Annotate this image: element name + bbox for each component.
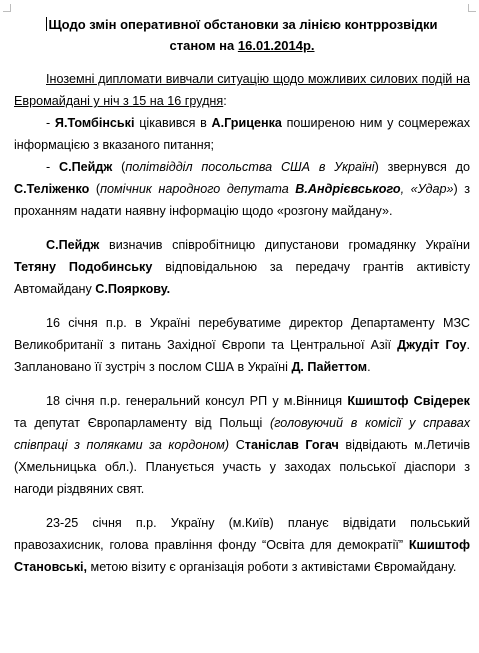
person-name: Кшиштоф Становські, [14, 538, 470, 574]
title-line-1 [14, 14, 470, 35]
person-name: Кшиштоф Свідерек [347, 394, 470, 408]
person-name: С.Пояркову. [95, 282, 171, 296]
paragraph-jan-16: 16 січня п.р. в Україні перебуватиме директор Департаменту МЗС Великобританії з питань Західної Європи та Центральної Азії Джудіт Гоу. Заплановано її зустріч з послом США в Україні Д. Пайеттом. [14, 316, 471, 374]
person-name: С.Пейдж [59, 160, 113, 174]
title-date: 16.01.2014р. [237, 38, 315, 53]
paragraph-jan-23-25: 23-25 січня п.р. Україну (м.Київ) планує відвідати польський правозахисник, голова правління фонду “Освіта для демократії” Кшиштоф Становські, метою візиту є організація роботи з активістами Євромайдану. [14, 516, 470, 574]
document-title [14, 14, 470, 56]
page-corner-mark-left [3, 4, 11, 12]
paragraph-grants: С.Пейдж визначив співробітницю дипустанови громадянку України Тетяну Подобинську відповідальною за передачу грантів активісту Автомайдану С.Пояркову. [14, 238, 470, 296]
person-name: В.Андрієвського [295, 182, 401, 196]
paragraph-jan-18: 18 січня п.р. генеральний консул РП у м.Вінниця Кшиштоф Свідерек та депутат Європарламенту від Польщі (головуючий в комісії у справах співпраці з поляками за кордоном) Станіслав Гогач відвідають м.Летичів (Хмельницька обл.). Планується участь у заходах польської діаспори з нагоди різдвяних свят. [14, 394, 471, 496]
title-line-2 [14, 35, 470, 56]
person-name: С.Теліженко [14, 182, 90, 196]
bullet-item-1: - Я.Томбінські цікавився в А.Гриценка поширеною ним у соцмережах інформацією з вказаного питання; [14, 116, 470, 152]
person-name: Тетяну Подобинську [14, 260, 153, 274]
document-body[interactable] [14, 8, 470, 578]
person-name: Д. Пайеттом [291, 360, 368, 374]
person-name: А.Гриценка [211, 116, 282, 130]
bullet-item-2: - С.Пейдж (політвідділ посольства США в Україні) звернувся до С.Теліженко (помічник народного депутата В.Андрієвського, «Удар») з проханням надати наявну інформацію щодо «розгону майдану». [14, 160, 471, 218]
person-name: Джудіт Гоу [397, 338, 467, 352]
person-name: С.Пейдж [46, 238, 100, 252]
person-name: Я.Томбінські [54, 116, 135, 130]
person-name: таніслав Гогач [244, 438, 339, 452]
intro-underlined-text: Іноземні дипломати вивчали ситуацію щодо можливих силових подій на Евромайдані у ніч з 15 на 16 грудня [14, 72, 470, 108]
title-text: Щодо змін оперативної обстановки за лінією контррозвідки [48, 17, 438, 32]
title-date-prefix: станом на [169, 38, 238, 53]
paragraph-intro: Іноземні дипломати вивчали ситуацію щодо можливих силових подій на Евромайдані у ніч з 15 на 16 грудня: [14, 72, 470, 108]
